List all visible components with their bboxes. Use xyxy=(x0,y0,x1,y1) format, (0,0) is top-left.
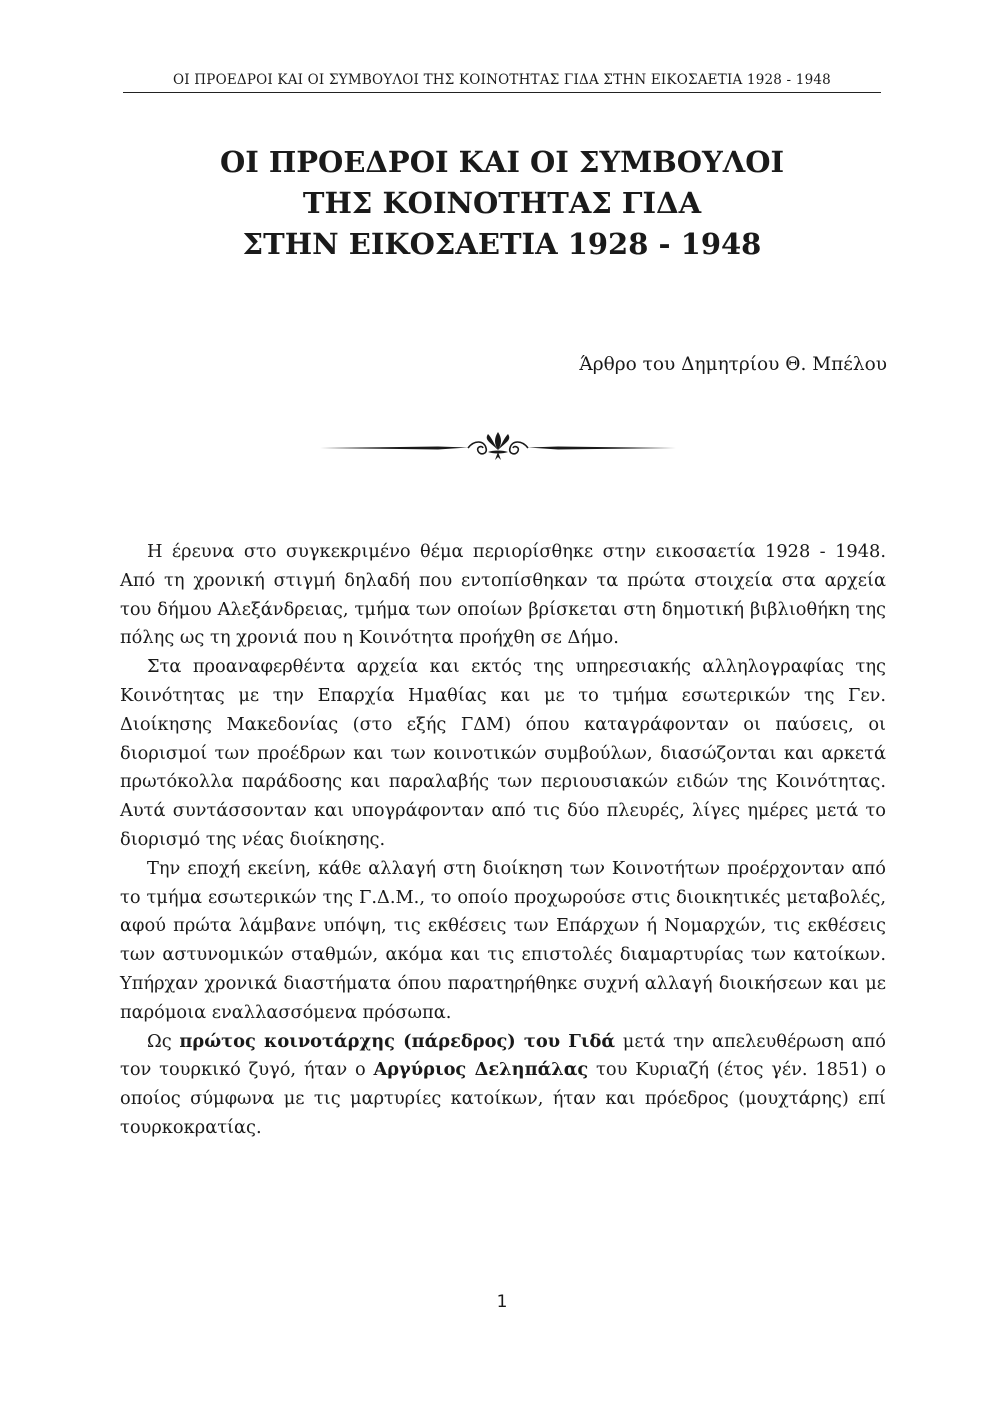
floral-divider-icon xyxy=(318,426,678,466)
title-line-3: ΣΤΗΝ ΕΙΚΟΣΑΕΤΙΑ 1928 - 1948 xyxy=(242,227,762,261)
paragraph-3: Την εποχή εκείνη, κάθε αλλαγή στη διοίκηση των Κοινοτήτων προέρχονταν από το τμήμα εσωτερικών της Γ.Δ.Μ., το οποίο προχωρούσε στις διοικητικές μεταβολές, αφού πρώτα λάμβανε υπόψη, τις εκθέσεις των Επάρχων ή Νομαρχών, τις εκθέσεις των αστυνομικών σταθμών, ακόμα και τις επιστολές διαμαρτυρίας των κατοίκων. Υπήρχαν χρονικά διαστήματα όπου παρατηρήθηκε συχνή αλλαγή διοικήσεων και με παρόμοια εναλλασσόμενα πρόσωπα. xyxy=(120,857,886,1023)
first-community-leader-phrase: πρώτος κοινοτάρχης (πάρεδρος) του Γιδά xyxy=(179,1030,616,1052)
paragraph-4-part-5: του Κυριαζή (έτος γέν. 1851) ο οποίος σύμφωνα με τις μαρτυρίες κατοίκων, ήταν και πρόεδρος (μουχτάρης) επί τουρκοκρατίας. xyxy=(120,1059,886,1138)
paragraph-4-part-1: Ως xyxy=(147,1030,180,1052)
paragraph-2: Στα προαναφερθέντα αρχεία και εκτός της υπηρεσιακής αλληλογραφίας της Κοινότητας με την Επαρχία Ημαθίας και με το τμήμα εσωτερικών της Γεν. Διοίκησης Μακεδονίας (στο εξής ΓΔΜ) όπου καταγράφονταν οι παύσεις, οι διορισμοί των προέδρων και των κοινοτικών συμβούλων, διασώζονται και αρκετά πρωτόκολλα παράδοσης και παραλαβής των περιουσιακών ειδών της Κοινότητας. Αυτά συντάσσονταν και υπογράφονταν από τις δύο πλευρές, λίγες ημέρες μετά το διορισμό της νέας διοίκησης. xyxy=(120,656,886,850)
person-name-argyrios: Αργύριος Δεληπάλας xyxy=(373,1059,589,1081)
running-header: ΟΙ ΠΡΟΕΔΡΟΙ ΚΑΙ ΟΙ ΣΥΜΒΟΥΛΟΙ ΤΗΣ ΚΟΙΝΟΤΗΤΑΣ ΓΙΔΑ ΣΤΗΝ ΕΙΚΟΣΑΕΤΙΑ 1928 - 1948 xyxy=(123,72,881,93)
page-number: 1 xyxy=(496,1292,508,1312)
paragraph-1: Η έρευνα στο συγκεκριμένο θέμα περιορίσθηκε στην εικοσαετία 1928 - 1948. Από τη χρονική στιγμή δηλαδή που εντοπίσθηκαν τα πρώτα στοιχεία στα αρχεία του δήμου Αλεξάνδρειας, τμήμα των οποίων βρίσκεται στη δημοτική βιβλιοθήκη της πόλης ως τη χρονιά που η Κοινότητα προήχθη σε Δήμο. xyxy=(120,541,886,649)
title-line-1: ΟΙ ΠΡΟΕΔΡΟΙ ΚΑΙ ΟΙ ΣΥΜΒΟΥΛΟΙ xyxy=(219,145,785,179)
article-title xyxy=(123,142,881,265)
paragraph-4-part-3: μετά την απελευθέρωση από τον τουρκικό ζυγό, ήταν ο xyxy=(120,1030,887,1081)
author-byline: Άρθρο του Δημητρίου Θ. Μπέλου xyxy=(579,354,887,375)
title-line-2: ΤΗΣ ΚΟΙΝΟΤΗΤΑΣ ΓΙΔΑ xyxy=(302,186,702,220)
paragraph-4 xyxy=(120,1028,886,1143)
article-body xyxy=(120,538,886,1143)
